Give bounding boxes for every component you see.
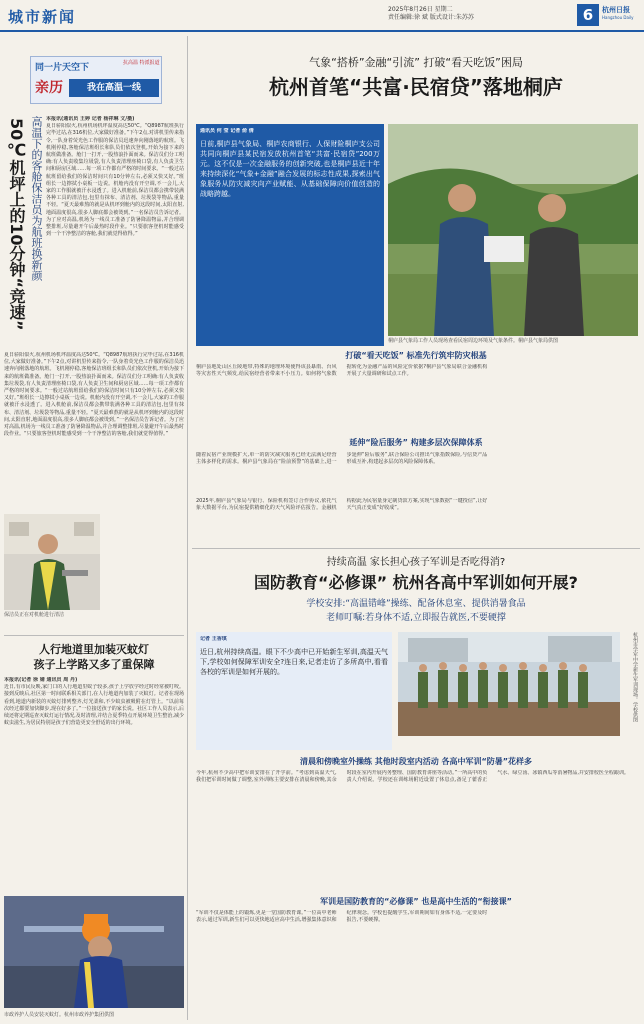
story3-lede: 日前,桐庐县气象局、桐庐农商银行、人保财险桐庐支公司共同向桐庐县某民宿发放杭州首笔“共富·民宿贷”200万元。这不仅是一次金融服务的创新突破,也是桐庐县近十年来持续深化“气象+金融”融合发展的标志性成果,探索出气象服务从防灾减灾向产业赋能、从基础保障向价值创造的战略跨越。 xyxy=(200,140,380,199)
masthead-rule xyxy=(0,30,644,32)
story2-photo-caption: 市政养护人员安装灭蚊灯。杭州市政养护集团供图 xyxy=(4,1012,115,1018)
story2-headline-2: 孩子上学路又多了重保障 xyxy=(33,658,155,671)
story1-text-lower xyxy=(4,352,184,510)
story2-byline: 本报讯(记者 徐 婧 通讯员 周 丹) xyxy=(4,677,78,683)
story1-subtitle: 高温下的客舱保洁员为航班换新颜 xyxy=(30,116,43,281)
story3-lede-box xyxy=(196,124,384,346)
column-badge xyxy=(30,56,162,104)
page-number: 6 xyxy=(577,4,599,26)
story3-byline: 通讯员 何 莹 记者 俞 倩 xyxy=(200,128,254,134)
story4-byline: 记者 王香琪 xyxy=(200,636,227,642)
editor-credits: 责任编辑:徐 斌 版式设计:朱苏苏 xyxy=(388,14,474,21)
story3-body-row1 xyxy=(196,364,638,434)
story4-subhead-1: 清晨和傍晚室外操练 其他时段室内活动 各高中军训“防暑”花样多 xyxy=(299,757,533,766)
paper-logo xyxy=(602,6,634,20)
story3-body-row2 xyxy=(196,452,638,544)
story4-subhead-2: 军训是国防教育的“必修课” 也是高中生活的“衔接课” xyxy=(320,897,512,906)
story4-lede: 近日,杭州持续高温。眼下不少高中已开始新生军训,高温天气下,学校如何保障军训安全?连日来,记者走访了多所高中,看看各校的军训是如何开展的。 xyxy=(200,648,388,677)
story2-photo xyxy=(4,896,184,1008)
badge-brand: 亲历 xyxy=(35,80,63,96)
story-divider xyxy=(192,548,640,549)
story3-body3: 2025年,桐庐县气象局与银行、保险机构签订合作协议,依托气象大数据平台,为民宿提供精细化的天气风险评估报告。金融机构据此为民宿量身定制贷款方案,实现气象数据“一键授信”,让好天气真正变成“好收成”。 xyxy=(196,498,488,512)
story3-body1: 桐庐县地处山区丘陵地带,特殊的地理环境使得该县暴雨、台风等灾害性天气频发,给民宿经营者带来不小压力。如何将气象数据转化为金融产品的风险定价依据?桐庐县气象局联合金融机构开展了大量调研和试点工作。 xyxy=(196,364,488,378)
story3-photo-caption: 桐庐县气象局工作人员现场查看民宿周边环境及气象条件。桐庐县气象局供图 xyxy=(388,338,559,344)
dateline xyxy=(388,6,474,22)
story4-deck-1: 学校安排:“高温错峰”操练、配备休息室、提供消暑食品 xyxy=(306,599,526,609)
story1-byline: 本报讯(通讯员 王婷 记者 杨祥琳 文/摄) xyxy=(46,116,135,122)
story4-body1: 今年,杭州不少高中把军训安排在了开学前。“考虑到高温天气,我们把军训时间做了调整,室外训练主要安排在清晨和傍晚,其余时段在室内开展内务整理、国防教育讲座等活动。”一所高中的负责人介绍说。学校还在训练场附近设置了休息点,备足了藿香正气水、绿豆汤、冰镇西瓜等消暑物品,并安排校医全程跟训。 xyxy=(196,770,629,784)
story1-body: 夏日骄阳似火,杭州机场机坪温度高达50℃。“Q8987航班执行完毕过站,在316机位,大家做好准备。”下午2点,对讲机里传来指令,一队身着荧光色工作服的保洁员迅速奔向刚落地的航班。飞机刚停稳,客舱保洁班组长和队员们依次登机,开始为接下来的航班做准备。舱门一打开,一股热浪扑面而来。保洁员们分工明确:有人负责收集垃圾袋,有人负责清理座椅口袋,有人负责卫生间和厨房区域……每一项工作都有严格的时间要求。“一般过站航班留给我们的保洁时间只有10分钟左右,必须又快又好。”班组长一边擦拭小桌板一边说。机舱内没有开空调,不一会儿,大家的工作服就被汗水浸透了。进入机舱前,保洁员都会携带装满各种工具的清洁包,包里有抹布、清洁剂、垃圾袋等物品,重量不轻。“夏天最难熬的就是从机坪到舱内的这段时间,太阳直射,地面温度很高,很多人脚底都会被烫到。”一名保洁员告诉记者。为了应对高温,机场为一线员工准备了防暑降温物品,并合理调整排班,尽量避开午后最热时段作业。“只要旅客登机时能感受到一个干净整洁的客舱,我们就觉得值得。” xyxy=(46,123,184,238)
badge-line2: 抗高温 特派报道 xyxy=(123,60,160,66)
story-divider xyxy=(4,635,184,636)
badge-line3: 我在高温一线 xyxy=(69,79,159,97)
story2-body: 近日,有市民反映,家门口的人行地道里蚊子较多,孩子上学放学经过时经常被叮咬。接到反映后,社区第一时间联系相关部门,在人行地道内加装了灭蚊灯。记者在现场看到,地道内新装的灭蚊灯排列整齐,灯光柔和,不少蚊虫被吸附在灯管上。“以前每次经过都要加快脚步,现在好多了。”一位接送孩子的家长说。社区工作人员表示,后续还将定期巡查灭蚊灯运行情况,及时清理,并结合夏季特点开展环境卫生整治,减少蚊虫滋生,为居民特别是孩子们营造更安全舒适的出行环境。 xyxy=(4,684,184,727)
story1-headline: 50℃机坪上的10分钟“竞速” xyxy=(7,118,26,331)
story3-subhead-2: 延伸“险后服务” 构建多层次保障体系 xyxy=(349,438,483,447)
story3-kicker: 气象“搭桥”金融“引流” 打破“看天吃饭”困局 xyxy=(309,56,523,69)
badge-line1: 同一片天空下 xyxy=(35,63,90,73)
story3-subhead-1: 打破“看天吃饭” 标准先行筑牢防灾根基 xyxy=(345,351,487,360)
story1-body-continued: 夏日骄阳似火,杭州机场机坪温度高达50℃。“Q8987航班执行完毕过站,在316机位,大家做好准备。”下午2点,对讲机里传来指令,一队身着荧光色工作服的保洁员迅速奔向刚落地的航班。飞机刚停稳,客舱保洁班组长和队员们依次登机,开始为接下来的航班做准备。舱门一打开,一股热浪扑面而来。保洁员们分工明确:有人负责收集垃圾袋,有人负责清理座椅口袋,有人负责卫生间和厨房区域……每一项工作都有严格的时间要求。“一般过站航班留给我们的保洁时间只有10分钟左右,必须又快又好。”班组长一边擦拭小桌板一边说。机舱内没有开空调,不一会儿,大家的工作服就被汗水浸透了。进入机舱前,保洁员都会携带装满各种工具的清洁包,包里有抹布、清洁剂、垃圾袋等物品,重量不轻。“夏天最难熬的就是从机坪到舱内的这段时间,太阳直射,地面温度很高,很多人脚底都会被烫到。”一名保洁员告诉记者。为了应对高温,机场为一线员工准备了防暑降温物品,并合理调整排班,尽量避开午后最热时段作业。“只要旅客登机时能感受到一个干净整洁的客舱,我们就觉得值得。” xyxy=(4,352,184,438)
column-divider xyxy=(187,36,188,1020)
story4-body-row2 xyxy=(196,910,638,1020)
story4-headline: 国防教育“必修课” 杭州各高中军训如何开展? xyxy=(254,573,578,592)
paper-name-en: Hangzhou Daily xyxy=(602,15,634,20)
story2-text xyxy=(4,677,184,891)
story3-photo xyxy=(388,124,638,336)
story4-kicker: 持续高温 家长担心孩子军训是否吃得消? xyxy=(326,557,506,568)
story4-photo-caption: 杭州市学军中学新生军训现场。学校供图 xyxy=(632,632,638,722)
story4-lede-box xyxy=(196,632,392,750)
issue-date: 2025年8月26日 星期二 xyxy=(388,6,453,13)
story4-body2: “军训不仅是体能上的锻炼,更是一堂国防教育课。”一位高中老师表示,通过军训,新生们可以更快地适应高中生活,增强集体意识和纪律观念。学校也提醒学生,军训期间如有身体不适,一定要及时报告,不要硬撑。 xyxy=(196,910,488,924)
story4-photo xyxy=(398,632,620,736)
story4-body-row1 xyxy=(196,770,638,888)
story2-headline-1: 人行地道里加装灭蚊灯 xyxy=(39,643,149,656)
story1-photo-caption: 保洁员正在对机舱进行清洁 xyxy=(4,612,65,618)
story3-headline: 杭州首笔“共富·民宿贷”落地桐庐 xyxy=(269,75,563,99)
story1-photo xyxy=(4,514,100,610)
section-title: 城市新闻 xyxy=(8,8,77,26)
story4-deck-2: 老师叮嘱:若身体不适,立即报告就医,不要硬撑 xyxy=(326,613,506,623)
paper-name-cn: 杭州日报 xyxy=(602,6,630,14)
story3-body2: 随着民宿产业规模扩大,单一的防灾减灾服务已经无法满足经营主体多样化的需求。桐庐县气象局在“险前预警”的基础上,进一步延伸“险后服务”,联合保险公司推出气象指数保险,与信贷产品形成互补,构建起多层次的风险保障体系。 xyxy=(196,452,488,466)
